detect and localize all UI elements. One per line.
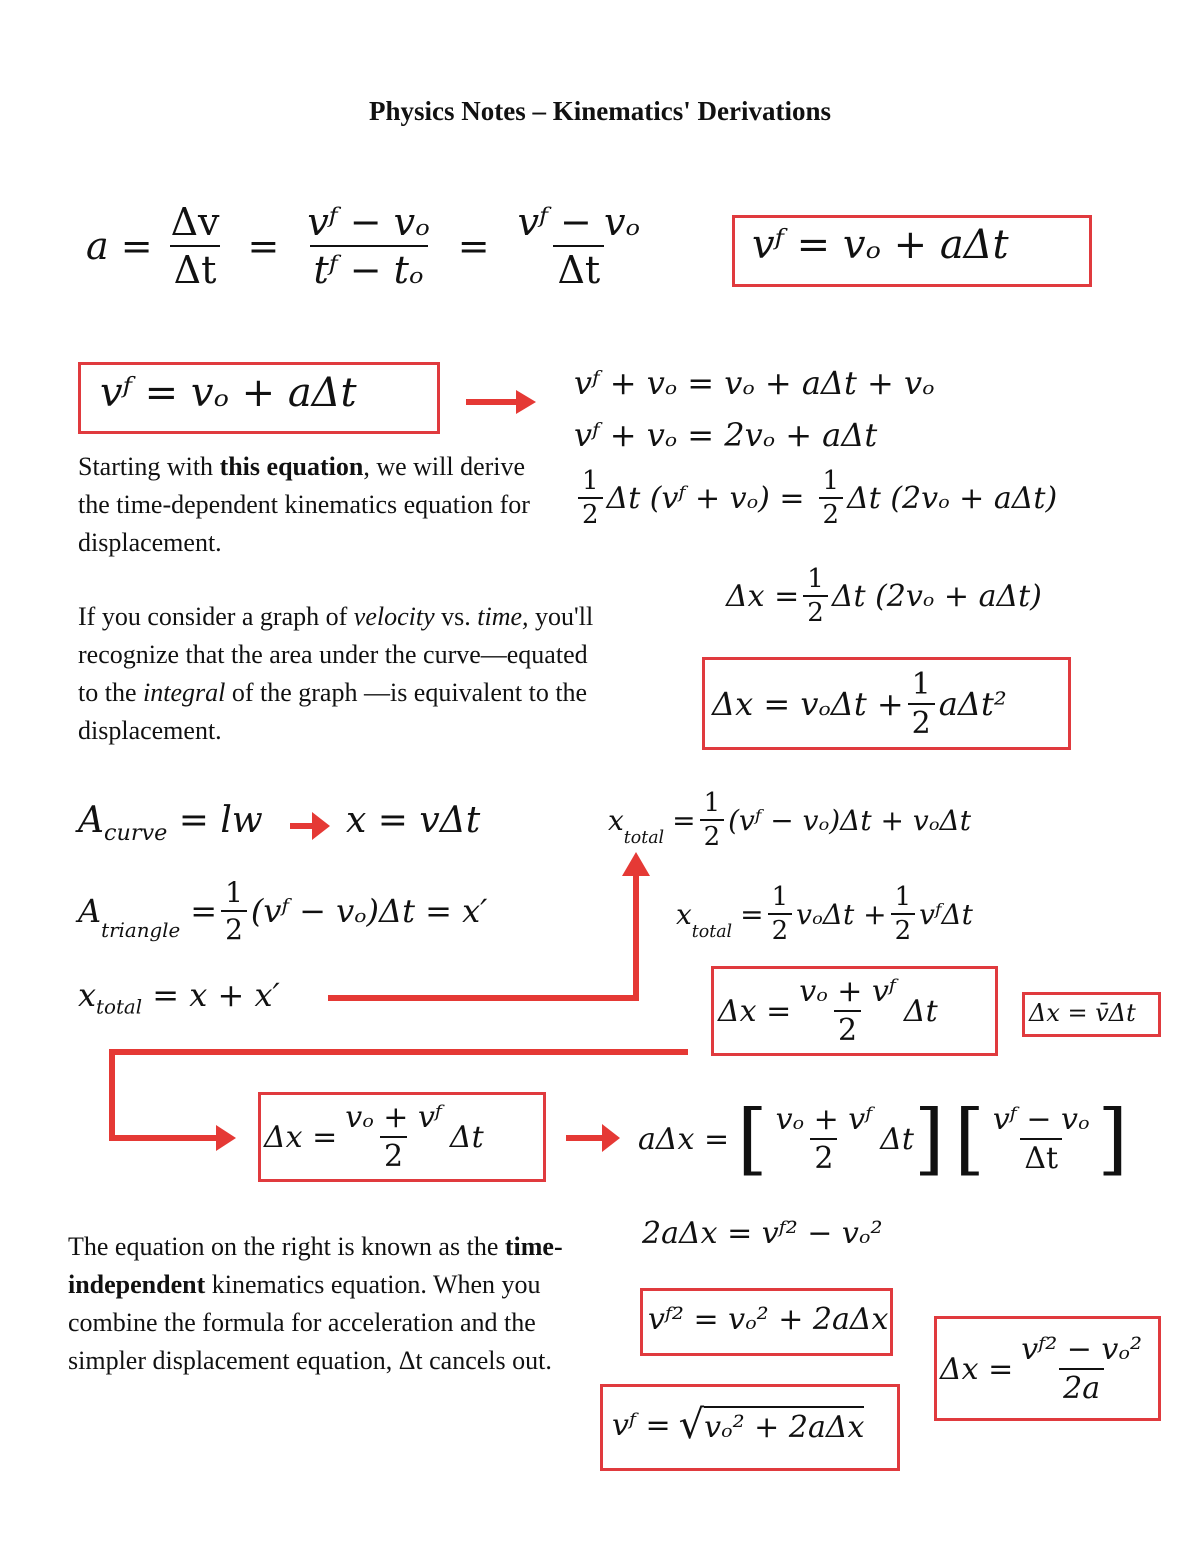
half-fraction: $\frac{1}{2}$ xyxy=(891,882,916,946)
a-dx-equation: aΔx = [ $\frac{\text{vₒ + vᶠ}}{2}$ Δt ] [ $\frac{\text{vᶠ − vₒ}}{\Delta t}$ ] xyxy=(638,1094,1128,1184)
half-fraction: $\frac{1}{2}$ xyxy=(908,667,935,741)
equals-2: = xyxy=(247,224,280,268)
area-curve-equation: $A_{curve}$ = lw xyxy=(78,800,263,847)
vo-vf-over-2: $\frac{\text{vₒ + vᶠ}}{2}$ xyxy=(345,1100,442,1174)
step-3: $\frac{1}{2}$ Δt (vᶠ + vₒ) = $\frac{1}{2}$ Δt (2vₒ + aΔt) xyxy=(574,466,1057,530)
half-fraction: $\frac{1}{2}$ xyxy=(700,788,725,852)
right-bracket: ] xyxy=(1097,1094,1128,1184)
step-1: vᶠ + vₒ = vₒ + aΔt + vₒ xyxy=(574,364,935,402)
right-bracket: ] xyxy=(913,1094,945,1184)
x-total-right-2: x $_{total}$ = $\frac{1}{2}$ vₒΔt + $\frac{1}{2}$ vᶠΔt xyxy=(676,882,973,946)
vf-squared-equation: vᶠ² = vₒ² + 2aΔx xyxy=(648,1302,889,1337)
average-displacement-equation-2: Δx = $\frac{\text{vₒ + vᶠ}}{2}$ Δt xyxy=(264,1100,484,1174)
connector-down xyxy=(112,1052,688,1138)
left-bracket: [ xyxy=(954,1094,985,1184)
step-4: Δx = $\frac{1}{2}$ Δt (2vₒ + aΔt) xyxy=(726,564,1042,628)
half-fraction: $\frac{1}{2}$ xyxy=(819,466,844,530)
half-fraction: $\frac{1}{2}$ xyxy=(221,876,247,946)
two-a-dx-equation: 2aΔx = vᶠ² − vₒ² xyxy=(642,1216,883,1251)
arrowhead-1 xyxy=(516,390,536,414)
half-fraction: $\frac{1}{2}$ xyxy=(578,466,603,530)
graph-paragraph: If you consider a graph of velocity vs. time, you'll recognize that the area under the curve—equated to the integral of the graph —is equivalent to the displacement. xyxy=(78,602,594,745)
time-independent-paragraph: The equation on the right is known as the time-independent kinematics equation. When you combine the formula for acceleration and the simpler displacement equation, Δt cancels out. xyxy=(68,1232,563,1375)
vo-vf-over-2: $\frac{\text{vₒ + vᶠ}}{2}$ xyxy=(799,974,896,1048)
arrowhead-4 xyxy=(602,1124,620,1152)
x-total-equation: $x_{total} = x + x'$ xyxy=(78,976,280,1019)
equals-3: = xyxy=(457,224,490,268)
vf-equation-left: vᶠ = vₒ + aΔt xyxy=(100,370,357,416)
arrowhead-2 xyxy=(312,812,330,840)
vf-vo-over-tf-to: $\frac{\text{vᶠ − vₒ}}{\text{tᶠ − tₒ}}$ xyxy=(307,200,430,292)
x-equals-v-dt: x = vΔt xyxy=(346,800,481,841)
vbar-equation: Δx = v̄Δt xyxy=(1029,999,1136,1027)
dx-time-independent-equation: Δx = $\frac{\text{vᶠ² − vₒ²}}{2a}$ xyxy=(940,1322,1150,1416)
dv-dt-fraction: $\frac{\Delta v}{\Delta t}$ xyxy=(170,200,220,292)
intro-paragraph: Starting with this equation, we will derive the time-dependent kinematics equation for displacement. xyxy=(78,452,530,557)
sqrt-symbol: √ xyxy=(678,1402,705,1448)
step-2: vᶠ + vₒ = 2vₒ + aΔt xyxy=(574,416,878,454)
a-equals: a = xyxy=(86,224,153,268)
half-fraction: $\frac{1}{2}$ xyxy=(803,564,828,628)
arrowhead-up xyxy=(622,852,650,876)
vf-vo-over-dt: $\frac{\text{vᶠ − vₒ}}{\Delta t}$ xyxy=(517,200,641,292)
vo-vf-over-2: $\frac{\text{vₒ + vᶠ}}{2}$ xyxy=(775,1102,873,1176)
arrowhead-3 xyxy=(216,1125,236,1151)
vf-sqrt-equation: vᶠ = √ vₒ² + 2aΔx xyxy=(612,1402,865,1448)
vf2-vo2-over-2a: $\frac{\text{vᶠ² − vₒ²}}{2a}$ xyxy=(1021,1332,1142,1406)
connector-up xyxy=(328,872,636,998)
vf-equation-top: vᶠ = vₒ + aΔt xyxy=(752,222,1009,268)
vf-vo-over-dt: $\frac{\text{vᶠ − vₒ}}{\Delta t}$ xyxy=(992,1102,1090,1176)
average-displacement-equation: Δx = $\frac{\text{vₒ + vᶠ}}{2}$ Δt xyxy=(718,974,938,1048)
x-total-right-1: x $_{total}$ = $\frac{1}{2}$ (vᶠ − vₒ)Δt + vₒΔt xyxy=(608,788,971,852)
displacement-time-equation: Δx = vₒΔt + $\frac{1}{2}$ aΔt² xyxy=(712,667,1007,741)
half-fraction: $\frac{1}{2}$ xyxy=(768,882,793,946)
page-title: Physics Notes – Kinematics' Derivations xyxy=(369,96,831,126)
left-bracket: [ xyxy=(737,1094,768,1184)
area-triangle-equation: A $_{triangle}$ = $\frac{1}{2}$ (vᶠ − vₒ)Δt = x′ xyxy=(78,876,488,946)
